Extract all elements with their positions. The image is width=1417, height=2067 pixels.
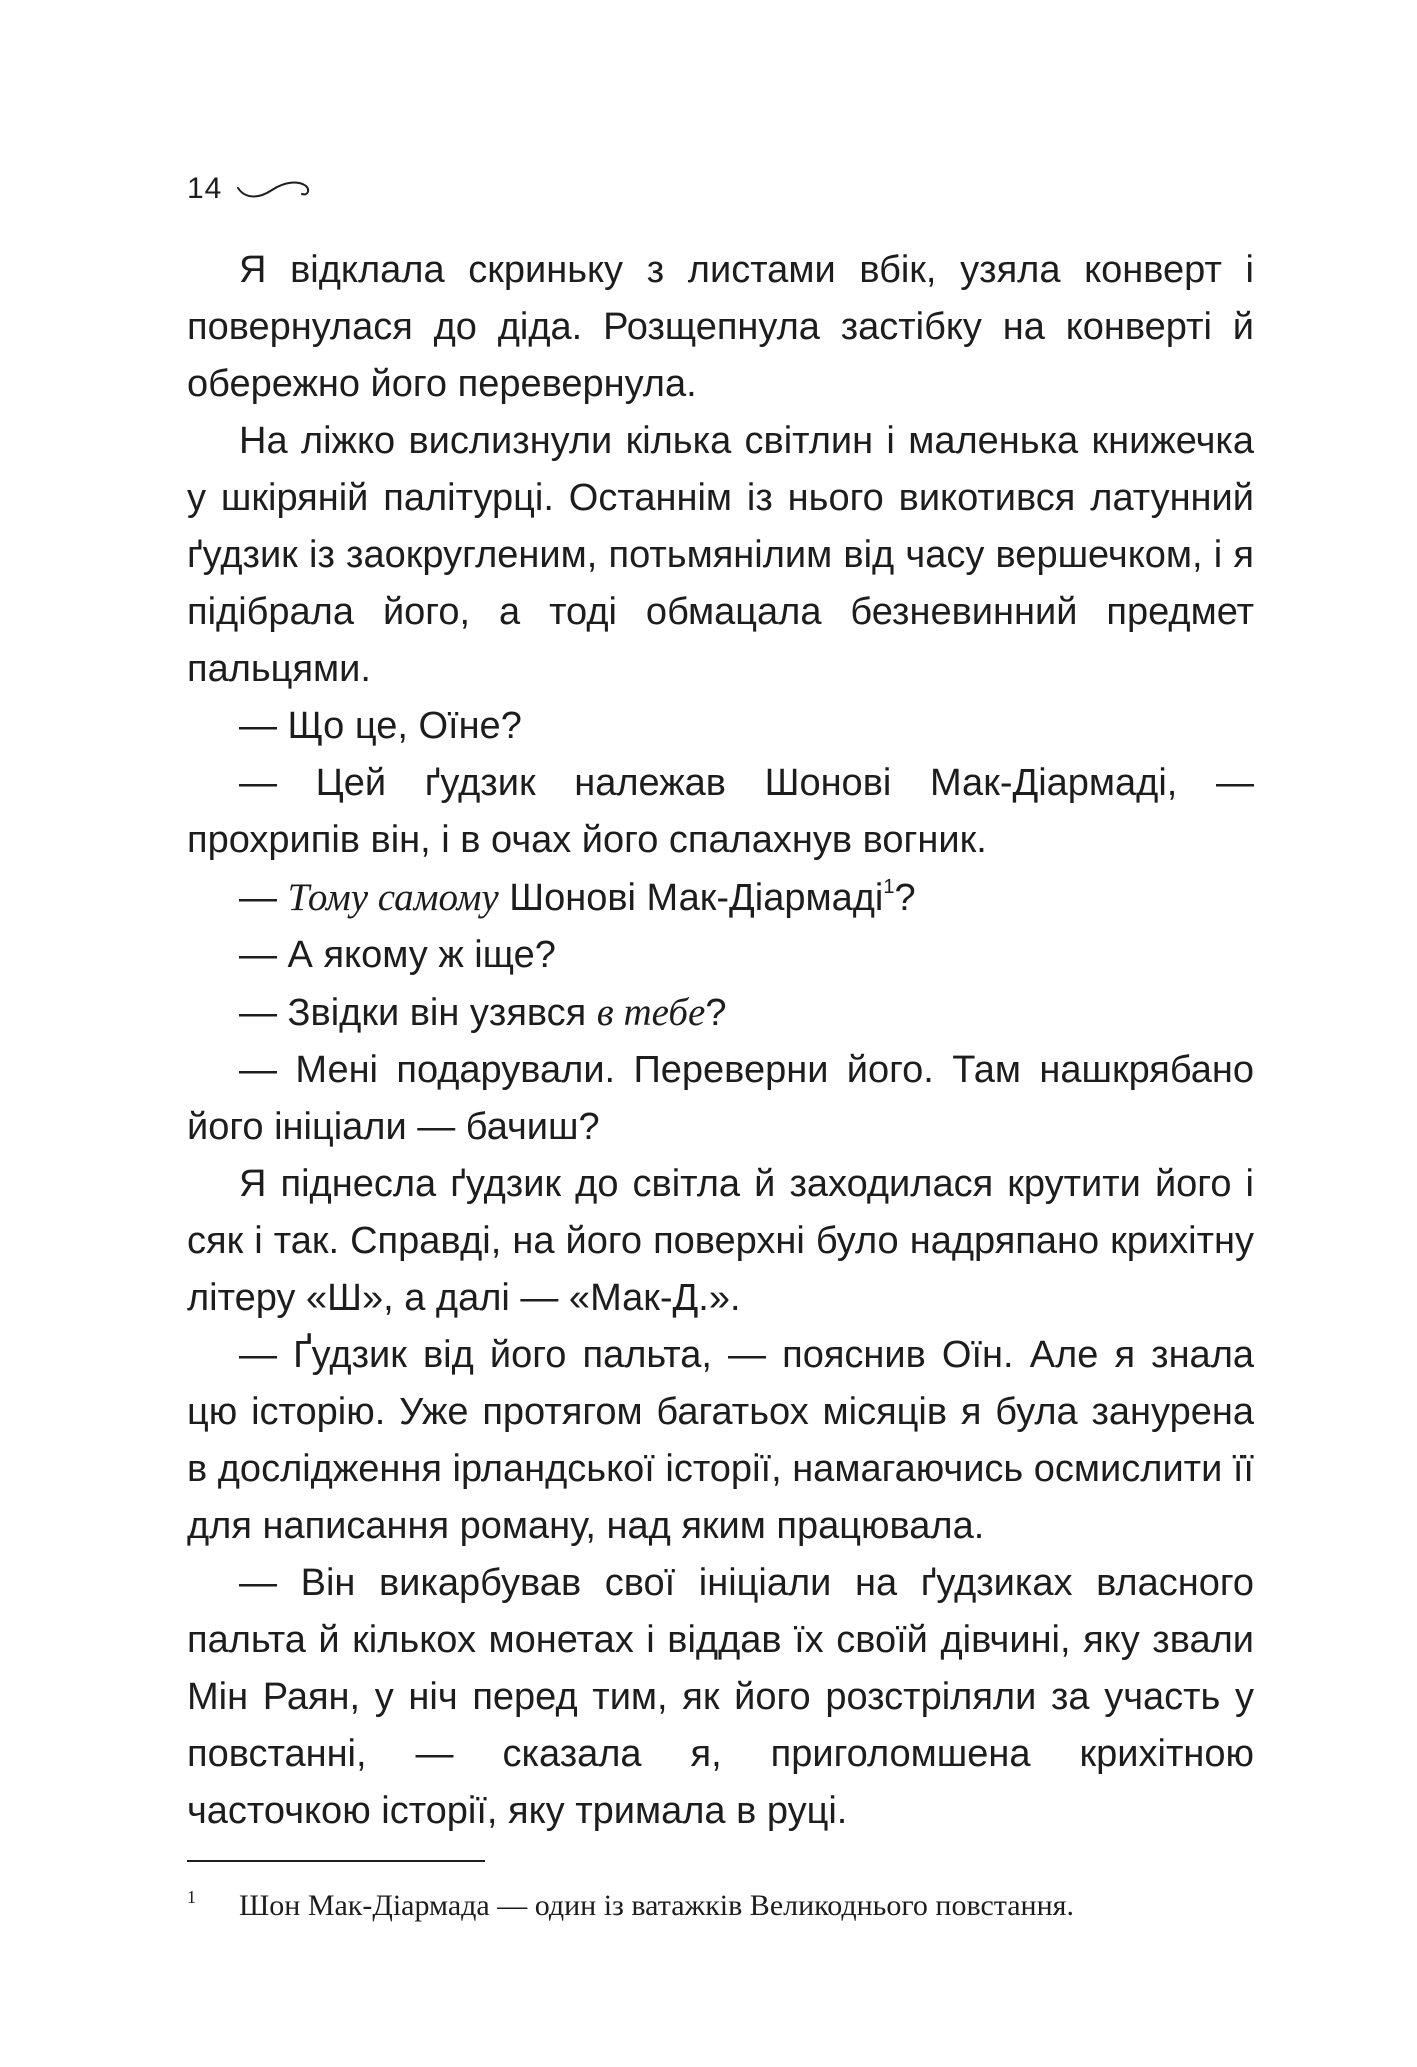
paragraph xyxy=(187,869,1254,927)
paragraph xyxy=(187,1042,1254,1156)
text-run: — Цей ґудзик належав Шонові Мак-Діармаді, — прохрипів він, і в очах його спалахнув вогник. xyxy=(187,762,1254,861)
text-run: Шонові Мак-Діармаді xyxy=(498,877,884,919)
text-run: — Він викарбував свої ініціали на ґудзиках власного пальта й кількох монетах і віддав їх своїй дівчині, яку звали Мін Раян, у ніч перед тим, як його розстріляли за участь у повстанні, — сказала я, приголомшена крихітною часточкою історії, яку тримала в руці. xyxy=(187,1562,1254,1832)
running-header xyxy=(187,166,312,212)
text-run: — А якому ж іще? xyxy=(239,934,556,976)
text-run: — Ґудзик від його пальта, — пояснив Оїн. Але я знала цю історію. Уже протягом багатьох місяців я була занурена в дослідження ірландської історії, намагаючись осмислити її для написання роману, над яким працювала. xyxy=(187,1334,1254,1547)
text-run: Я відклала скриньку з листами вбік, узяла конверт і повернулася до діда. Розщепнула застібку на конверті й обережно його перевернула. xyxy=(187,249,1254,405)
swash-ornament-icon xyxy=(236,176,312,202)
paragraph xyxy=(187,984,1254,1042)
paragraph xyxy=(187,413,1254,698)
footnote-mark: 1 xyxy=(187,1887,196,1907)
text-run: — xyxy=(239,877,288,919)
paragraph xyxy=(187,1156,1254,1327)
paragraph xyxy=(187,755,1254,869)
text-run: ? xyxy=(705,992,727,1034)
footnote xyxy=(187,1886,1254,1929)
footnote-text: Шон Мак-Діармада — один із ватажків Великоднього повстання. xyxy=(239,1889,1074,1922)
emphasis-text: Тому самому xyxy=(287,876,499,919)
paragraph xyxy=(187,698,1254,755)
paragraph xyxy=(187,1555,1254,1840)
text-run: ? xyxy=(894,877,916,919)
page-number: 14 xyxy=(187,172,223,205)
body-text xyxy=(187,242,1254,1840)
text-run: Я піднесла ґудзик до світла й заходилася крутити його і сяк і так. Справді, на його поверхні було надряпано крихітну літеру «Ш», а далі — «Мак-Д.». xyxy=(187,1163,1254,1319)
text-run: — Мені подарували. Переверни його. Там нашкрябано його ініціали — бачиш? xyxy=(187,1049,1254,1148)
text-run: — Що це, Оїне? xyxy=(239,705,522,747)
text-run: На ліжко вислизнули кілька світлин і маленька книжечка у шкіряній палітурці. Останнім із нього викотився латунний ґудзик із заокругленим, потьмянілим від часу вершечком, і я підібрала його, а тоді обмацала безневинний предмет пальцями. xyxy=(187,420,1254,690)
emphasis-text: в тебе xyxy=(596,991,706,1034)
paragraph xyxy=(187,242,1254,413)
text-run: — Звідки він узявся xyxy=(239,992,597,1034)
footnote-divider xyxy=(187,1860,485,1862)
paragraph xyxy=(187,927,1254,984)
footnote-reference: 1 xyxy=(883,876,895,898)
paragraph xyxy=(187,1327,1254,1555)
